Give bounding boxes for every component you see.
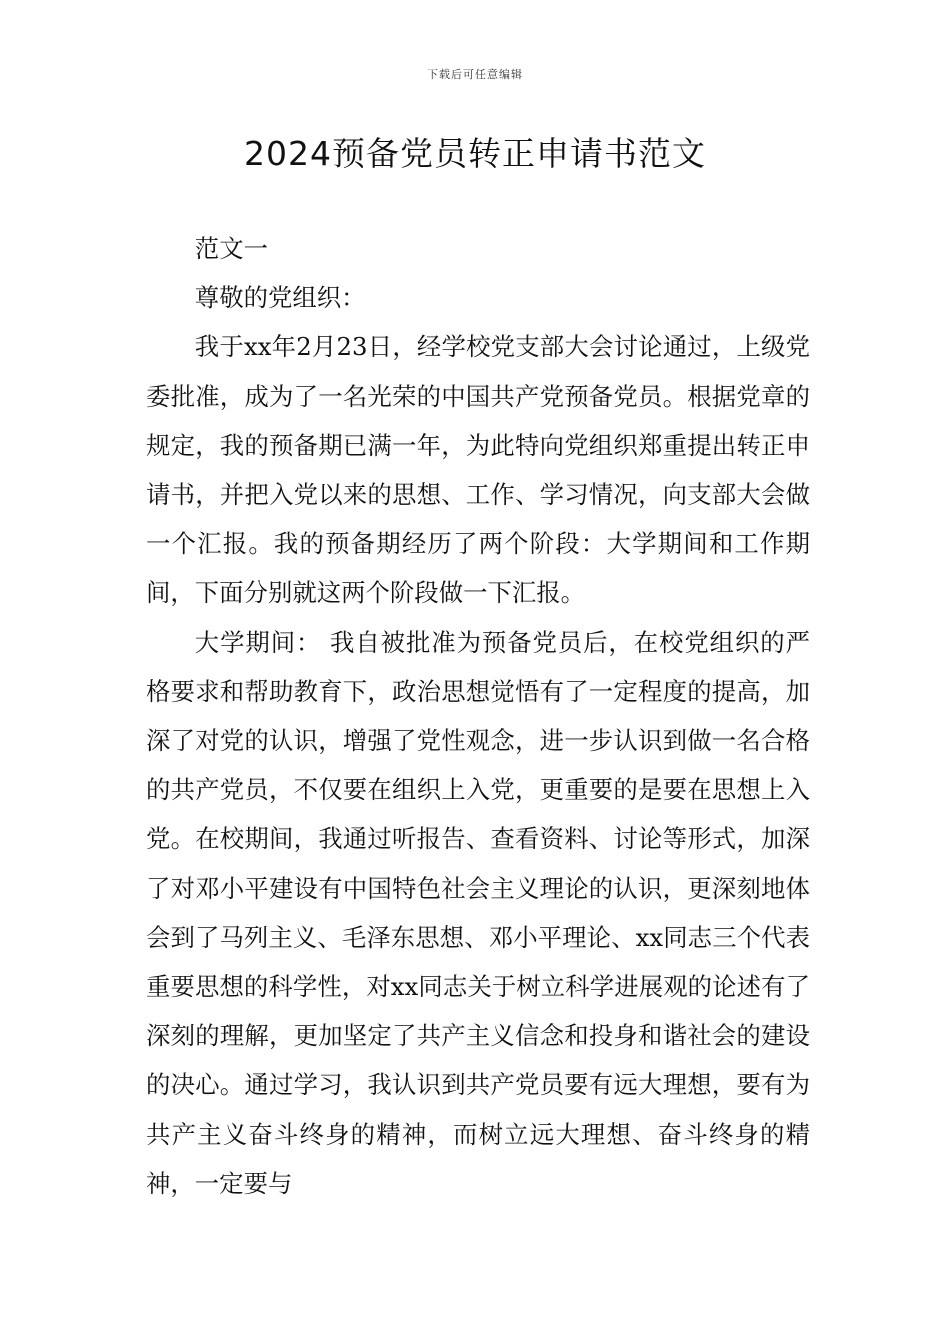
header-note: 下载后可任意编辑 — [427, 68, 523, 81]
document-title: 2024预备党员转正申请书范文 — [244, 134, 706, 173]
paragraph-1: 我于xx年2月23日，经学校党支部大会讨论通过，上级党委批准，成为了一名光荣的中国共产党预备党员。根据党章的规定，我的预备期已满一年，为此特向党组织郑重提出转正申请书，并把入党以来的思想、工作、学习情况，向支部大会做一个汇报。我的预备期经历了两个阶段：大学期间和工作期间，下面分别就这两个阶段做一下汇报。 — [146, 332, 810, 608]
paragraph-2: 大学期间： 我自被批准为预备党员后，在校党组织的严格要求和帮助教育下，政治思想觉悟有了一定程度的提高，加深了对党的认识，增强了党性观念，进一步认识到做一名合格的共产党员，不仅要在组织上入党，更重要的是要在思想上入党。在校期间，我通过听报告、查看资料、讨论等形式，加深了对邓小平建设有中国特色社会主义理论的认识，更深刻地体会到了马列主义、毛泽东思想、邓小平理论、xx同志三个代表重要思想的科学性，对xx同志关于树立科学进展观的论述有了深刻的理解，更加坚定了共产主义信念和投身和谐社会的建设的决心。通过学习，我认识到共产党员要有远大理想，要有为共产主义奋斗终身的精神，而树立远大理想、奋斗终身的精神，一定要与 — [146, 627, 810, 1198]
document-body — [146, 224, 810, 1208]
salutation: 尊敬的党组织： — [194, 283, 366, 313]
section-label: 范文一 — [194, 234, 268, 263]
